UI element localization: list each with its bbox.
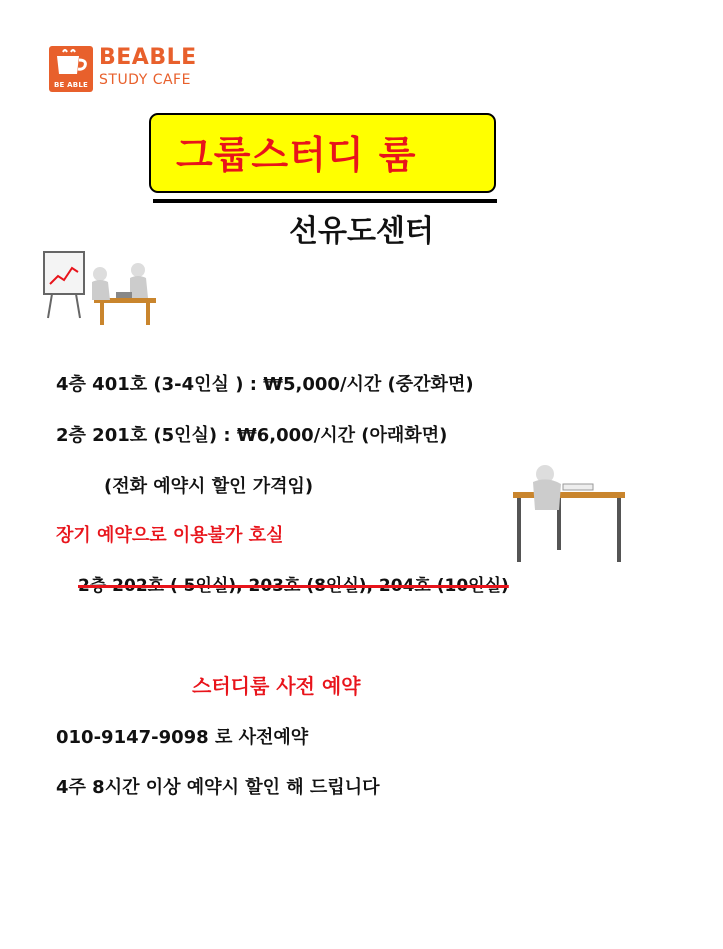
reservation-discount: 4주 8시간 이상 예약시 할인 해 드립니다 <box>56 777 380 798</box>
reservation-title: 스터디룸 사전 예약 <box>192 674 361 698</box>
unavailable-title: 장기 예약으로 이용불가 호실 <box>56 525 284 546</box>
discount-note: (전화 예약시 할인 가격임) <box>104 476 314 497</box>
room-line-401: 4층 401호 (3-4인실 ) : ₩5,000/시간 (중간화면) <box>56 374 474 395</box>
logo-name: BEABLE <box>99 45 197 70</box>
page-subtitle: 선유도센터 <box>289 214 434 249</box>
reservation-phone: 010-9147-9098 로 사전예약 <box>56 727 309 748</box>
logo-subtitle: STUDY CAFE <box>99 72 191 88</box>
logo-badge-text: BE ABLE <box>54 81 88 89</box>
title-banner <box>149 113 496 193</box>
logo-cup-icon <box>49 46 93 92</box>
room-line-201: 2층 201호 (5인실) : ₩6,000/시간 (아래화면) <box>56 425 448 446</box>
page-title: 그룹스터디 룸 <box>176 133 417 177</box>
brand-logo <box>49 46 209 94</box>
unavailable-rooms: 2층 202호 ( 5인실), 203호 (8인실), 204호 (10인실) <box>78 576 509 596</box>
meeting-illustration <box>40 248 165 326</box>
title-underline <box>153 199 497 203</box>
cup-icon <box>49 46 93 80</box>
studying-illustration <box>493 458 628 566</box>
